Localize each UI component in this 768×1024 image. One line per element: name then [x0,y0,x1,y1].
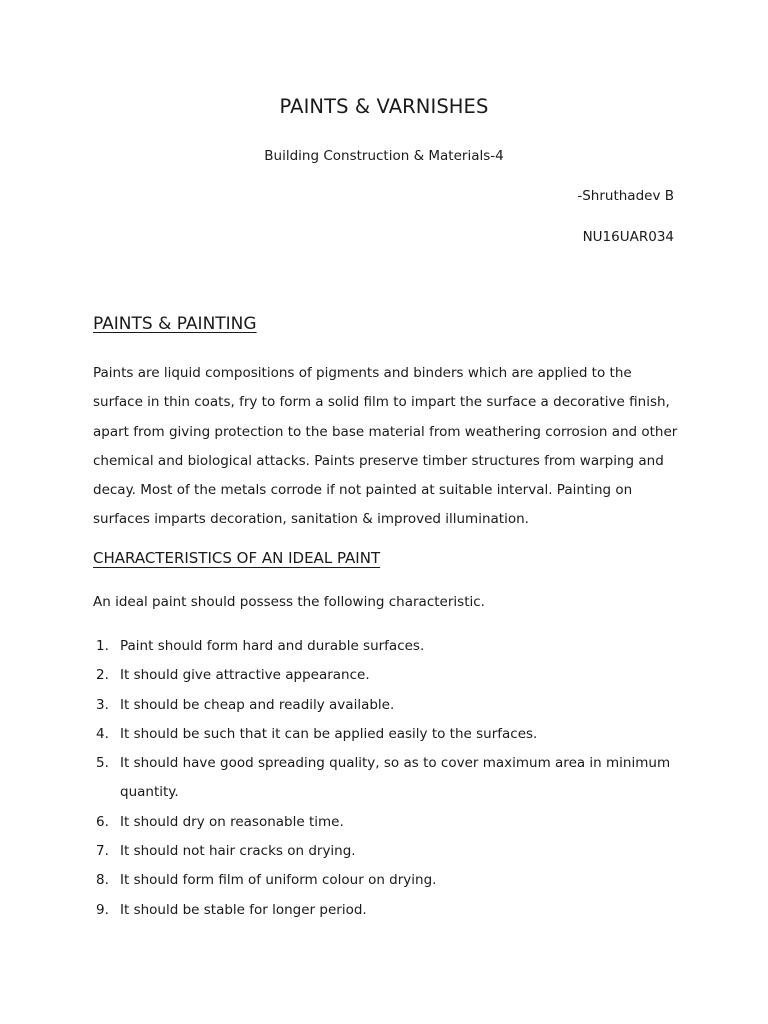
list-item-text: It should be such that it can be applied easily to the surfaces. [120,725,538,742]
list-item-number: 1. [96,638,109,654]
list-item [93,749,683,808]
list-item-number: 6. [96,813,109,830]
list-item-text: It should not hair cracks on drying. [120,843,356,860]
list-item-number: 4. [96,725,109,742]
characteristics-intro: An ideal paint should possess the following characteristic. [93,594,485,610]
list-item [93,866,683,895]
document-subtitle: Building Construction & Materials-4 [264,148,504,164]
list-item [93,691,683,720]
list-item [93,632,683,661]
list-item-text: It should be cheap and readily available. [120,696,395,713]
list-item-text: It should be stable for longer period. [120,901,367,918]
document-title: PAINTS & VARNISHES [279,95,489,118]
list-item [93,661,683,690]
list-item-text: It should form film of uniform colour on drying. [120,872,437,889]
list-item [93,896,683,925]
list-item-number: 2. [96,667,109,684]
list-item-text: It should have good spreading quality, so as to cover maximum area in minimum quantity. [120,755,671,801]
list-item-number: 7. [96,843,109,860]
list-item-number: 8. [96,872,109,889]
list-item [93,837,683,866]
list-item-text: It should give attractive appearance. [120,667,370,684]
characteristics-list [93,632,683,925]
list-item-number: 5. [96,755,109,772]
list-item-text: Paint should form hard and durable surfaces. [120,638,425,654]
section-paragraph: Paints are liquid compositions of pigments and binders which are applied to the surface in thin coats, fry to form a solid film to impart the surface a decorative finish, apart from giving protection to the base material from weathering corrosion and other chemical and biological attacks. Paints preserve timber structures from warping and decay. Most of the metals corrode if not painted at suitable interval. Painting on surfaces imparts decoration, sanitation & improved illumination. [93,365,678,528]
list-item [93,720,683,749]
list-item-text: It should dry on reasonable time. [120,813,344,830]
section-heading-paints-painting: PAINTS & PAINTING [93,314,257,334]
author-name: -Shruthadev B [577,188,674,204]
list-item-number: 9. [96,901,109,918]
section-heading-characteristics: CHARACTERISTICS OF AN IDEAL PAINT [93,549,381,567]
list-item [93,808,683,837]
list-item-number: 3. [96,696,109,713]
roll-number: NU16UAR034 [582,229,674,245]
